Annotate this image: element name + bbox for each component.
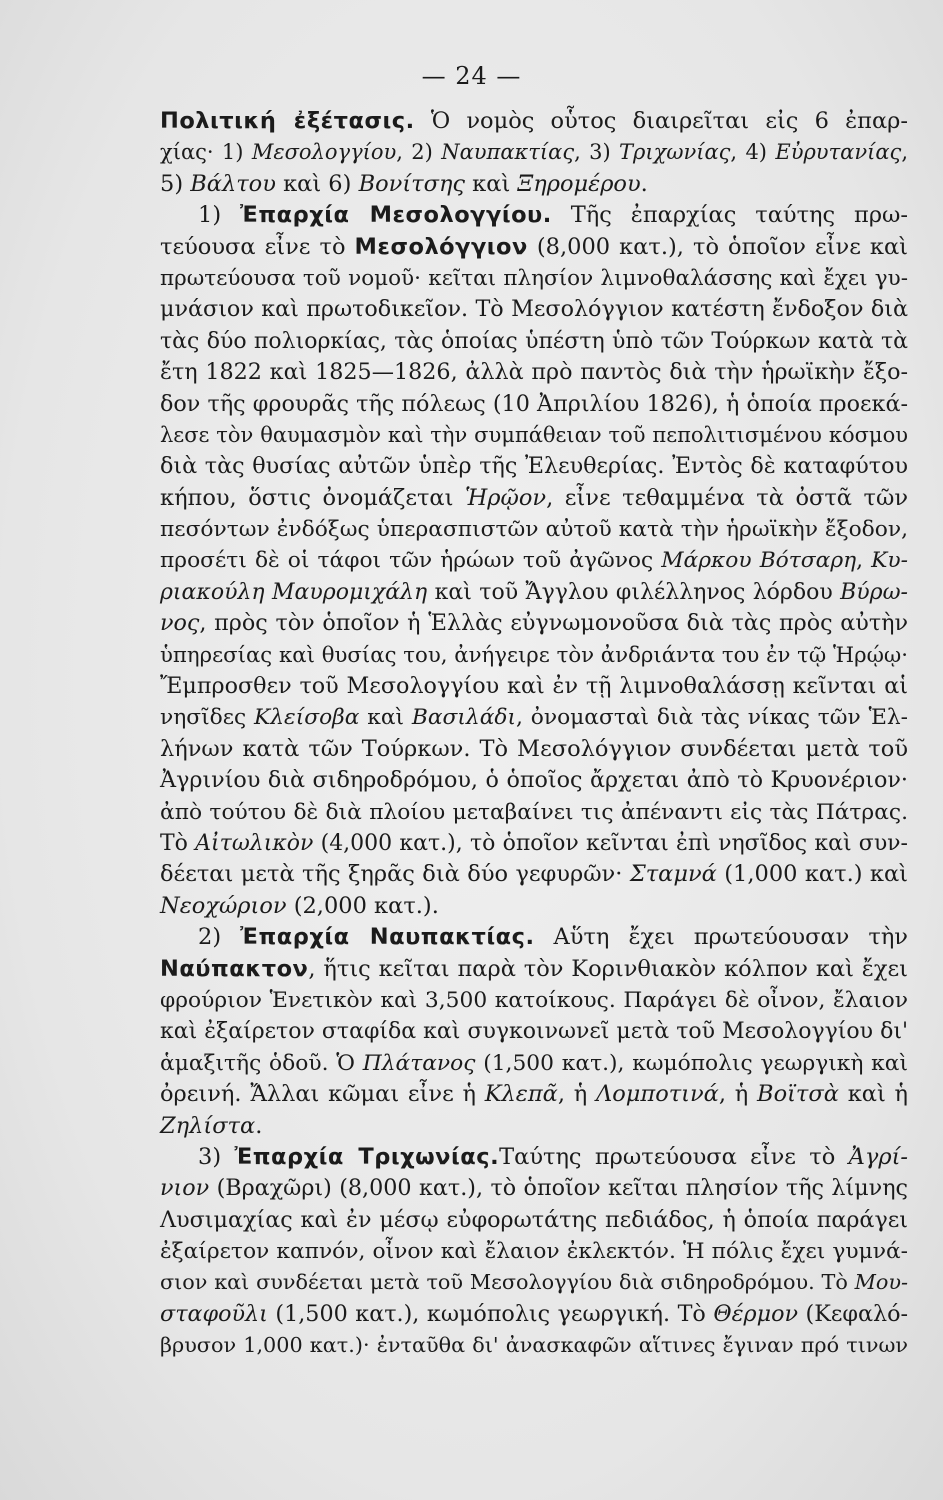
text-line xyxy=(160,922,908,953)
italic-name: Λομποτινά xyxy=(595,1081,719,1108)
text-run: (1,000 κατ.) καὶ xyxy=(716,861,908,888)
text-run: σιον καὶ συνδέεται μετὰ τοῦ Μεσολογγίου διὰ σιδηροδρόμου. Τὸ xyxy=(160,1270,855,1295)
text-run: καὶ xyxy=(359,705,412,731)
text-run: (Βραχῶρι) (8,000 κατ.), τὸ ὁποῖον κεῖται πλησίον τῆς λίμνης xyxy=(209,1175,908,1202)
text-run: πρωτεύουσα τοῦ νομοῦ· κεῖται πλησίον λιμνοθαλάσσης καὶ ἔχει γυ- xyxy=(160,265,908,291)
italic-name: Βασιλάδι xyxy=(411,705,517,731)
text-line xyxy=(160,420,908,451)
text-run: νησῖδες xyxy=(160,705,254,731)
text-run: 5) xyxy=(160,170,191,197)
text-line xyxy=(160,1079,908,1110)
text-run: ἀπὸ τούτου δὲ διὰ πλοίου μεταβαίνει τις ἀπέναντι εἰς τὰς Πάτρας. xyxy=(160,799,908,825)
text-line xyxy=(160,954,908,985)
text-run: (2,000 κατ.). xyxy=(286,892,439,919)
text-run: (1,500 κατ.), κωμόπολις γεωργική. Τὸ xyxy=(267,1300,714,1327)
text-line xyxy=(160,797,908,828)
bold-heading: Ἐπαρχία Ναυπακτίας. xyxy=(240,924,535,951)
text-line xyxy=(160,577,908,608)
text-line xyxy=(160,389,908,420)
italic-name: Ξηρομέρου xyxy=(517,170,641,197)
italic-name: Σταμνά xyxy=(629,861,717,888)
text-line xyxy=(160,671,908,702)
bold-heading: Ἐπαρχία Μεσολογγίου. xyxy=(240,202,552,229)
italic-name: Κλεπᾶ xyxy=(484,1081,558,1108)
text-run: λήνων κατὰ τῶν Τούρκων. Τὸ Μεσολόγγιον συνδέεται μετὰ τοῦ xyxy=(160,735,908,762)
text-run: , εἶνε τεθαμμένα τὰ ὀστᾶ τῶν xyxy=(546,484,908,511)
text-line xyxy=(160,1142,908,1173)
text-run: καὶ 6) xyxy=(275,170,359,197)
italic-name: Ζηλίστα xyxy=(160,1112,256,1139)
text-run: Τῆς ἐπαρχίας ταύτης πρω- xyxy=(551,202,909,229)
text-line xyxy=(160,169,908,200)
text-line xyxy=(160,1330,908,1361)
text-line xyxy=(160,1048,908,1079)
text-line xyxy=(160,357,908,388)
text-run: μνάσιον καὶ πρωτοδικεῖον. Τὸ Μεσολόγγιον κατέστη ἔνδοξον διὰ xyxy=(160,296,908,323)
text-run: διὰ τὰς θυσίας αὐτῶν ὑπὲρ τῆς Ἐλευθερίας. Ἐντὸς δὲ καταφύτου xyxy=(160,453,908,480)
text-run: καὶ ἐξαίρετον σταφίδα καὶ συγκοινωνεῖ μετὰ τοῦ Μεσολογγίου δι' xyxy=(160,1019,908,1045)
italic-name: Κυ- xyxy=(871,548,908,574)
italic-name: Μάρκου Βότσαρη xyxy=(661,548,857,574)
text-line xyxy=(160,137,908,168)
text-run: καὶ ἡ xyxy=(838,1081,908,1108)
italic-name: σταφοῦλι xyxy=(160,1300,268,1327)
text-run: Ἀγρινίου διὰ σιδηροδρόμου, ὁ ὁποῖος ἄρχεται ἀπὸ τὸ Κρυονέριον· xyxy=(160,767,908,794)
text-run: 2) xyxy=(198,924,241,951)
body-text xyxy=(160,106,908,1362)
text-run: καὶ xyxy=(465,170,518,197)
italic-name: Βονίτσης xyxy=(358,170,466,197)
text-run: Τὸ xyxy=(160,830,196,856)
italic-name: Νεοχώριον xyxy=(160,892,287,919)
text-run: ἁμαξιτῆς ὁδοῦ. Ὁ xyxy=(160,1050,363,1076)
italic-name: Ἡρῷον xyxy=(464,484,547,511)
italic-name: Ἀγρί- xyxy=(848,1143,909,1170)
text-run: Ὁ νομὸς οὗτος διαιρεῖται εἰς 6 ἐπαρ- xyxy=(414,108,908,134)
text-run: Ἔμπροσθεν τοῦ Μεσολογγίου καὶ ἐν τῇ λιμνοθαλάσσῃ κεῖνται αἱ xyxy=(160,673,908,700)
text-line xyxy=(160,985,908,1016)
italic-name: νιον xyxy=(160,1175,210,1202)
text-run: βρυσον 1,000 κατ.)· ἐνταῦθα δι' ἀνασκαφῶν αἵτινες ἔγιναν πρό τινων xyxy=(160,1333,908,1358)
text-run: Λυσιμαχίας καὶ ἐν μέσῳ εὐφορωτάτης πεδιάδος, ἡ ὁποία παράγει xyxy=(160,1206,908,1233)
text-run: Αὕτη ἔχει πρωτεύουσαν τὴν xyxy=(534,924,908,951)
text-run: , 2) xyxy=(396,140,442,165)
text-run: κήπου, ὅστις ὀνομάζεται xyxy=(160,484,465,511)
text-line xyxy=(160,326,908,357)
text-run: δέεται μετὰ τῆς ξηρᾶς διὰ δύο γεφυρῶν· xyxy=(160,861,630,888)
text-run: , ὀνομασταὶ διὰ τὰς νίκας τῶν Ἑλ- xyxy=(516,705,908,731)
text-run: , ἡ xyxy=(557,1081,596,1108)
text-line xyxy=(160,263,908,294)
text-line xyxy=(160,608,908,639)
text-line xyxy=(160,859,908,890)
bold-heading: Πολιτική ἐξέτασις. xyxy=(160,108,415,134)
text-run: Ταύτης πρωτεύουσα εἶνε τὸ xyxy=(499,1143,849,1170)
italic-name: Βάλτου xyxy=(190,170,276,197)
text-run: πεσόντων ἐνδόξως ὑπερασπιστῶν αὐτοῦ κατὰ τὴν ἡρωϊκὴν ἔξοδον, xyxy=(160,517,908,543)
text-line xyxy=(160,1173,908,1204)
italic-name: ριακούλη Μαυρομιχάλη xyxy=(160,579,428,605)
italic-name: Μεσολογγίου xyxy=(251,140,397,165)
text-line xyxy=(160,106,908,137)
text-run: , 3) xyxy=(574,140,620,165)
text-line xyxy=(160,734,908,765)
text-run: ὑπηρεσίας καὶ θυσίας του, ἀνήγειρε τὸν ἀνδριάντα του ἐν τῷ Ἡρῴῳ· xyxy=(160,642,908,668)
text-run: τὰς δύο πολιορκίας, τὰς ὁποίας ὑπέστη ὑπὸ τῶν Τούρκων κατὰ τὰ xyxy=(160,328,908,354)
bold-heading: Ναύπακτον xyxy=(160,955,309,982)
italic-name: Ναυπακτίας xyxy=(441,140,575,165)
text-run: 3) xyxy=(198,1143,235,1170)
italic-name: Βύρω- xyxy=(840,579,908,605)
text-run: ἐξαίρετον καπνόν, οἶνον καὶ ἔλαιον ἐκλεκτόν. Ἡ πόλις ἔχει γυμνά- xyxy=(160,1239,908,1265)
text-run: (Κεφαλό- xyxy=(798,1300,908,1327)
text-run: , xyxy=(856,548,872,574)
text-run: ἔτη 1822 καὶ 1825—1826, ἀλλὰ πρὸ παντὸς διὰ τὴν ἡρωϊκὴν ἔξο- xyxy=(160,359,908,386)
text-run: . xyxy=(255,1112,263,1139)
text-run: προσέτι δὲ οἱ τάφοι τῶν ἡρώων τοῦ ἀγῶνος xyxy=(160,548,662,574)
text-line xyxy=(160,702,908,733)
text-run: 1) xyxy=(198,202,241,229)
italic-name: Μου- xyxy=(854,1270,908,1295)
italic-name: Βοϊτσὰ xyxy=(757,1081,839,1108)
text-line xyxy=(160,545,908,576)
text-line xyxy=(160,765,908,796)
text-run: , ἥτις κεῖται παρὰ τὸν Κορινθιακὸν κόλπον καὶ ἔχει xyxy=(308,955,908,982)
text-line xyxy=(160,828,908,859)
text-run: φρούριον Ἑνετικὸν καὶ 3,500 κατοίκους. Παράγει δὲ οἶνον, ἔλαιον xyxy=(160,987,908,1013)
text-line xyxy=(160,1236,908,1267)
italic-name: Εὐρυτανίας xyxy=(775,140,902,165)
text-line xyxy=(160,1267,908,1298)
italic-name: νος xyxy=(160,610,200,637)
text-line xyxy=(160,294,908,325)
italic-name: Κλείσοβα xyxy=(254,705,360,731)
text-run: τεύουσα εἶνε τὸ xyxy=(160,233,355,260)
italic-name: Θέρμον xyxy=(713,1300,798,1327)
italic-name: Αἰτωλικὸν xyxy=(195,830,314,856)
text-line xyxy=(160,483,908,514)
text-run: καὶ τοῦ Ἄγγλου φιλέλληνος λόρδου xyxy=(427,579,841,605)
text-run: (1,500 κατ.), κωμόπολις γεωργικὴ καὶ xyxy=(475,1050,908,1076)
text-line xyxy=(160,232,908,263)
page-number: — 24 — xyxy=(421,62,522,90)
italic-name: Τριχωνίας xyxy=(619,140,731,165)
text-run: λεσε τὸν θαυμασμὸν καὶ τὴν συμπάθειαν τοῦ πεπολιτισμένου κόσμου xyxy=(160,422,908,447)
text-run: , 4) xyxy=(730,140,776,165)
text-line xyxy=(160,891,908,922)
text-run: χίας· 1) xyxy=(160,140,252,165)
italic-name: Πλάτανος xyxy=(362,1050,476,1076)
text-line xyxy=(160,1299,908,1330)
text-line xyxy=(160,514,908,545)
text-line xyxy=(160,1205,908,1236)
text-run: , ἡ xyxy=(718,1081,758,1108)
bold-heading: Ἐπαρχία Τριχωνίας. xyxy=(234,1143,500,1170)
text-line xyxy=(160,451,908,482)
text-run: , πρὸς τὸν ὁποῖον ἡ Ἑλλὰς εὐγνωμονοῦσα διὰ τὰς πρὸς αὐτὴν xyxy=(199,610,908,637)
text-line xyxy=(160,1016,908,1047)
text-run: (4,000 κατ.), τὸ ὁποῖον κεῖνται ἐπὶ νησῖδος καὶ συν- xyxy=(313,830,908,856)
text-run: , xyxy=(901,140,908,165)
text-line xyxy=(160,200,908,231)
text-run: ὀρεινή. Ἄλλαι κῶμαι εἶνε ἡ xyxy=(160,1081,485,1108)
text-line xyxy=(160,1111,908,1142)
text-line xyxy=(160,640,908,671)
text-run: . xyxy=(640,170,648,197)
text-run: δον τῆς φρουρᾶς τῆς πόλεως (10 Ἀπριλίου 1826), ἡ ὁποία προεκά- xyxy=(160,390,908,417)
bold-heading: Μεσολόγγιον xyxy=(354,233,528,260)
text-run: (8,000 κατ.), τὸ ὁποῖον εἶνε καὶ xyxy=(527,233,908,260)
